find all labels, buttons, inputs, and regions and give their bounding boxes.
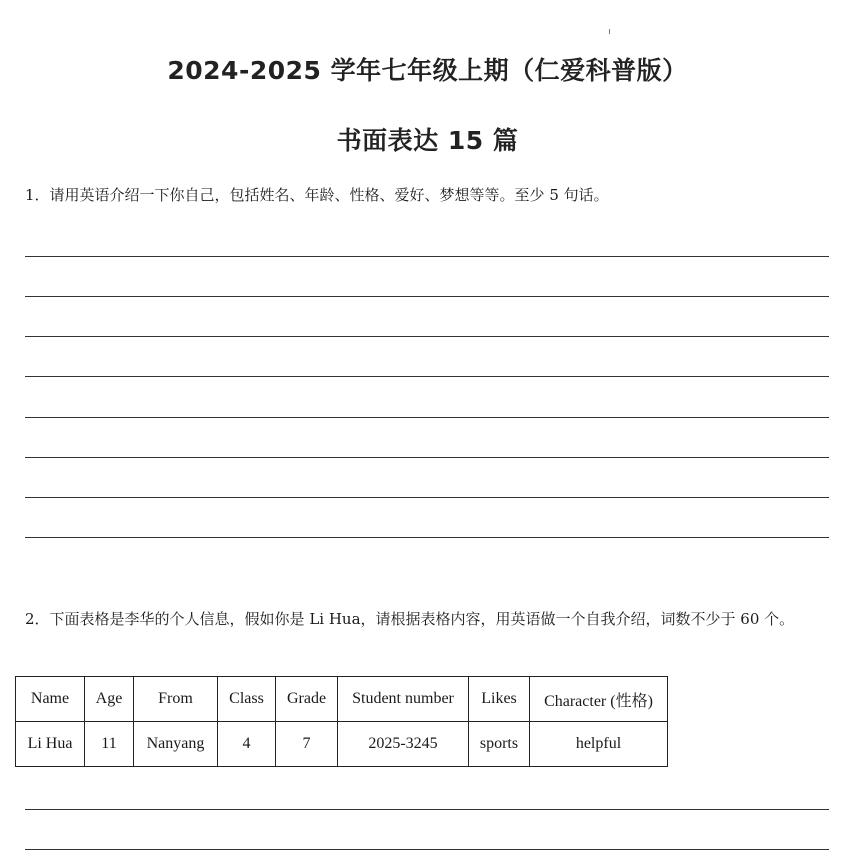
header-name: Name — [16, 677, 85, 722]
table-row — [16, 722, 668, 767]
answer-line[interactable] — [25, 336, 829, 337]
answer-line[interactable] — [25, 809, 829, 810]
cell-likes: sports — [469, 722, 530, 767]
answer-line[interactable] — [25, 417, 829, 418]
answer-line[interactable] — [25, 457, 829, 458]
answer-line[interactable] — [25, 497, 829, 498]
header-class: Class — [218, 677, 276, 722]
answer-line[interactable] — [25, 849, 829, 850]
header-character: Character (性格) — [530, 677, 668, 722]
question-2-prompt: 2．下面表格是李华的个人信息，假如你是 Li Hua，请根据表格内容，用英语做一个自我介绍，词数不少于 60 个。 — [25, 610, 795, 628]
answer-line[interactable] — [25, 537, 829, 538]
answer-line[interactable] — [25, 296, 829, 297]
answer-line[interactable] — [25, 376, 829, 377]
cell-student-number: 2025-3245 — [338, 722, 469, 767]
cell-from: Nanyang — [134, 722, 218, 767]
table-header-row — [16, 677, 668, 722]
info-table — [15, 676, 668, 767]
header-from: From — [134, 677, 218, 722]
cell-name: Li Hua — [16, 722, 85, 767]
cell-class: 4 — [218, 722, 276, 767]
header-grade: Grade — [276, 677, 338, 722]
header-student-number: Student number — [338, 677, 469, 722]
header-likes: Likes — [469, 677, 530, 722]
cell-grade: 7 — [276, 722, 338, 767]
stray-mark — [609, 29, 610, 34]
page-subtitle: 书面表达 15 篇 — [336, 126, 519, 155]
question-1-prompt: 1．请用英语介绍一下你自己，包括姓名、年龄、性格、爱好、梦想等等。至少 5 句话。 — [25, 186, 609, 204]
cell-age: 11 — [85, 722, 134, 767]
cell-character: helpful — [530, 722, 668, 767]
header-age: Age — [85, 677, 134, 722]
answer-line[interactable] — [25, 256, 829, 257]
page-title: 2024-2025 学年七年级上期（仁爱科普版） — [167, 56, 688, 85]
